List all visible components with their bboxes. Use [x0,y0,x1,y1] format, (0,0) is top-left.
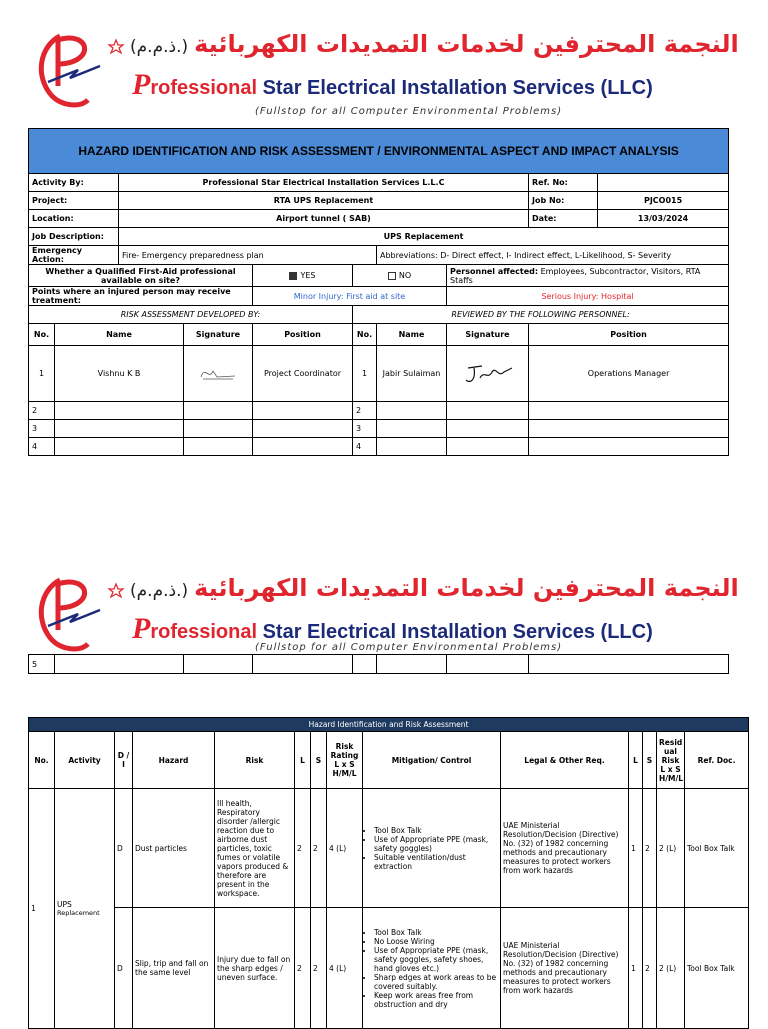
row-no: 4 [29,438,55,456]
activity-cell: UPS Replacement [55,789,115,1029]
developer-signature [184,346,253,402]
ref-no-label: Ref. No: [529,174,598,192]
residual-cell: 2 (L) [657,908,685,1029]
col-residual-risk: Resid ual Risk L x S H/M/L [657,732,685,789]
company-header [0,26,768,136]
form-title: HAZARD IDENTIFICATION AND RISK ASSESSMENT / ENVIRONMENTAL ASPECT AND IMPACT ANALYSIS [29,129,729,174]
risk-cell: Injury due to fall on the sharp edges / uneven surface. [215,908,295,1029]
date-value: 13/03/2024 [598,210,729,228]
row-no: 1 [29,346,55,402]
reviewer-position: Operations Manager [529,346,729,402]
company-logo-icon [30,570,130,654]
emergency-action-label: Emergency Action: [29,246,119,265]
s-cell: 2 [311,908,327,1029]
s-cell: 2 [311,789,327,908]
developer-name: Vishnu K B [55,346,184,402]
col-no: No. [29,732,55,789]
english-company-name: Professional Star Electrical Installation Services (LLC) [132,612,653,645]
col-no: No. [29,324,55,346]
legal-cell: UAE Ministerial Resolution/Decision (Directive) No. (32) of 1982 concerning methods and precautionary measures to protect workers from work hazards [501,908,629,1029]
col-signature: Signature [447,324,529,346]
activity-by-value: Professional Star Electrical Installation Services L.L.C [119,174,529,192]
l-cell: 2 [295,789,311,908]
job-no-label: Job No: [529,192,598,210]
col-l-residual: L [629,732,643,789]
project-label: Project: [29,192,119,210]
l-cell: 2 [295,908,311,1029]
list-item: • Use of Appropriate PPE (mask, safety goggles) [374,835,498,853]
continued-personnel-table [28,654,729,674]
hazard-cell: Dust particles [133,789,215,908]
ref-doc-cell: Tool Box Talk [685,908,749,1029]
checkbox-checked-icon [289,272,297,280]
col-mitigation: Mitigation/ Control [363,732,501,789]
arabic-company-name: (ذ.م.م.) النجمة المحترفين لخدمات التمديدات الكهربائية [130,30,739,58]
company-tagline: (Fullstop for all Computer Environmental Problems) [255,642,563,653]
ref-doc-cell: Tool Box Talk [685,789,749,908]
abbreviations: Abbreviations: D- Direct effect, I- Indirect effect, L-Likelihood, S- Severity [377,246,729,265]
reviewer-signature [447,346,529,402]
table-row [29,655,729,674]
row-no: 3 [353,420,377,438]
first-aid-no-option[interactable]: NO [353,265,447,287]
di-cell: D [115,908,133,1029]
job-description-value: UPS Replacement [119,228,729,246]
list-item: • Tool Box Talk [374,928,498,937]
list-item: • Tool Box Talk [374,826,498,835]
hira-info-table [28,128,729,456]
table-row [29,438,729,456]
location-label: Location: [29,210,119,228]
l-residual-cell: 1 [629,908,643,1029]
l-residual-cell: 1 [629,789,643,908]
col-name: Name [55,324,184,346]
col-activity: Activity [55,732,115,789]
list-item: • Keep work areas free from obstruction and dry [374,991,498,1009]
list-item: • No Loose Wiring [374,937,498,946]
rating-cell: 4 (L) [327,789,363,908]
english-company-name: Professional Star Electrical Installation Services (LLC) [132,68,653,101]
s-residual-cell: 2 [643,789,657,908]
col-position: Position [529,324,729,346]
arabic-company-name: (ذ.م.م.) النجمة المحترفين لخدمات التمديدات الكهربائية [130,574,739,602]
legal-cell: UAE Ministerial Resolution/Decision (Directive) No. (32) of 1982 concerning methods and precautionary measures to protect workers from work hazards [501,789,629,908]
company-logo-icon [30,26,130,110]
table-row [29,420,729,438]
first-aid-question: Whether a Qualified First-Aid professional available on site? [29,265,253,287]
risk-cell: Ill health, Respiratory disorder /allergic reaction due to airborne dust particles, toxic fumes or volatile vapors produced & therefore are present in the workspace. [215,789,295,908]
table-row [29,789,749,908]
col-position: Position [253,324,353,346]
mitigation-cell [363,789,501,908]
row-no: 2 [29,402,55,420]
col-no: No. [353,324,377,346]
checkbox-empty-icon [388,272,396,280]
reviewer-name: Jabir Sulaiman [377,346,447,402]
di-cell: D [115,789,133,908]
col-hazard: Hazard [133,732,215,789]
list-item: • Use of Appropriate PPE (mask, safety goggles, safety shoes, hand gloves etc.) [374,946,498,973]
location-value: Airport tunnel ( SAB) [119,210,529,228]
personnel-affected: Personnel affected: Employees, Subcontractor, Visitors, RTA Staffs [447,265,729,287]
table-row [29,908,749,1029]
hazard-cell: Slip, trip and fall on the same level [133,908,215,1029]
activity-by-label: Activity By: [29,174,119,192]
serious-injury: Serious Injury: Hospital [447,287,729,306]
item-no: 1 [29,789,55,1029]
ref-no-value [598,174,729,192]
rating-cell: 4 (L) [327,908,363,1029]
col-s-residual: S [643,732,657,789]
developer-position: Project Coordinator [253,346,353,402]
first-aid-yes-option[interactable]: YES [253,265,353,287]
row-no: 1 [353,346,377,402]
s-residual-cell: 2 [643,908,657,1029]
col-ref-doc: Ref. Doc. [685,732,749,789]
minor-injury: Minor Injury: First aid at site [253,287,447,306]
col-risk-rating: Risk Rating L x S H/M/L [327,732,363,789]
hazard-risk-table [28,717,749,1029]
company-tagline: (Fullstop for all Computer Environmental Problems) [255,106,563,117]
job-description-label: Job Description: [29,228,119,246]
row-no: 2 [353,402,377,420]
mitigation-cell [363,908,501,1029]
row-no: 4 [353,438,377,456]
list-item: • Suitable ventilation/dust extraction [374,853,498,871]
col-risk: Risk [215,732,295,789]
treatment-label: Points where an injured person may receive treatment: [29,287,253,306]
row-no: 5 [29,655,55,674]
emergency-action-value: Fire- Emergency preparedness plan [119,246,377,265]
col-di: D / I [115,732,133,789]
residual-cell: 2 (L) [657,789,685,908]
col-signature: Signature [184,324,253,346]
col-legal: Legal & Other Req. [501,732,629,789]
reviewed-by-heading: REVIEWED BY THE FOLLOWING PERSONNEL: [353,306,729,324]
list-item: • Sharp edges at work areas to be covered suitably. [374,973,498,991]
row-no: 3 [29,420,55,438]
col-l: L [295,732,311,789]
table-row [29,346,729,402]
project-value: RTA UPS Replacement [119,192,529,210]
col-name: Name [377,324,447,346]
date-label: Date: [529,210,598,228]
developed-by-heading: RISK ASSESSMENT DEVELOPED BY: [29,306,353,324]
col-s: S [311,732,327,789]
hira-title: Hazard Identification and Risk Assessment [29,718,749,732]
job-no-value: PJCO015 [598,192,729,210]
table-row [29,402,729,420]
